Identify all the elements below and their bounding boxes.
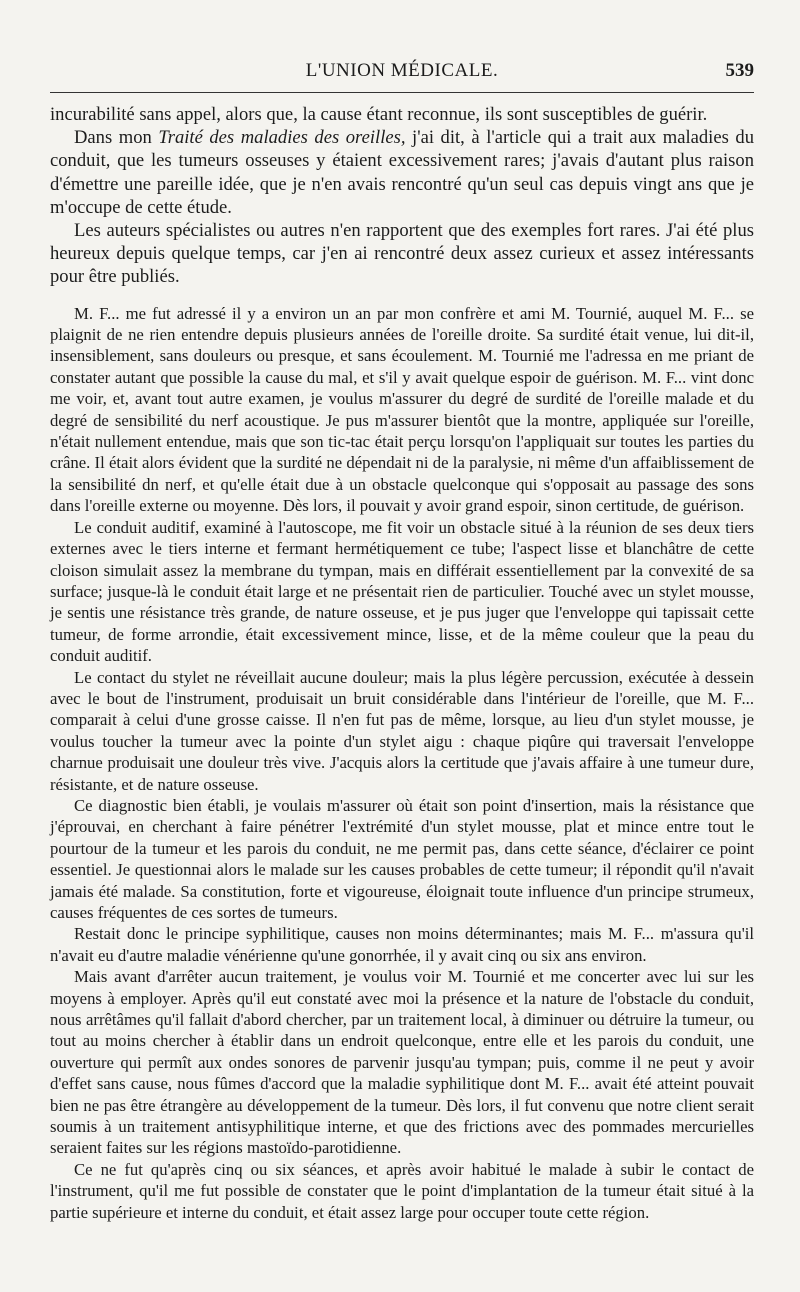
paragraph: Le conduit auditif, examiné à l'autoscope, me fit voir un obstacle situé à la réunion de ses deux tiers externes avec le tiers interne et fermant hermétiquement ce tube; l'aspect lisse et blanchâtre de cette cloison simulait assez la membrane du tympan, mais en différait essentiellement par la convexité de sa surface; jusque-là le conduit était large et ne présentait rien de particulier. Touché avec un stylet mousse, je sentis une résistance très grande, de nature osseuse, et je pus juger que l'enveloppe qui tapissait cette tumeur, de forme arrondie, était excessivement mince, lisse, et de la même couleur que la peau du conduit auditif. xyxy=(50,517,754,666)
paragraph: Restait donc le principe syphilitique, causes non moins déterminantes; mais M. F... m'assura qu'il n'avait eu d'autre maladie vénérienne qu'une gonorrhée, il y avait cinq ou six ans environ. xyxy=(50,924,754,965)
paragraph: Ce diagnostic bien établi, je voulais m'assurer où était son point d'insertion, mais la résistance que j'éprouvai, en cherchant à faire pénétrer l'extrémité d'un stylet mousse, plat et mince entre tout le pourtour de la tumeur et les parois du conduit, ne me permit pas, dans cette séance, d'éclairer ce point essentiel. Je questionnai alors le malade sur les causes probables de cette tumeur; il répondit qu'il n'avait jamais été malade. Sa constitution, forte et vigoureuse, éloignait toute influence d'un principe strumeux, causes fréquentes de ces sortes de tumeurs. xyxy=(50,795,754,922)
intro-section xyxy=(50,103,754,289)
paragraph-text: Dans mon xyxy=(74,127,159,149)
case-report xyxy=(50,303,754,1223)
paragraph: Le contact du stylet ne réveillait aucune douleur; mais la plus légère percussion, exécutée à dessein avec le bout de l'instrument, produisait un bruit considérable dans l'intérieur de l'oreille, que M. F... comparait à celui d'une grosse caisse. Il n'en fut pas de même, lorsque, au lieu d'un stylet mousse, je voulus toucher la tumeur avec la pointe d'un stylet aigu : chaque piqûre qui traversait l'enveloppe charnue produisait une douleur très vive. J'acquis alors la certitude que j'avais affaire à une tumeur dure, résistante, et de nature osseuse. xyxy=(50,667,754,794)
book-title: Traité des maladies des oreilles, xyxy=(158,127,406,149)
paragraph: M. F... me fut adressé il y a environ un an par mon confrère et ami M. Tournié, auquel M. F... se plaignit de ne rien entendre depuis plusieurs années de l'oreille droite. Sa surdité était venue, lui dit-il, insensiblement, sans douleurs ou presque, et sans écoulement. M. Tournié me l'adressa en me priant de constater autant que possible la cause du mal, et s'il y avait quelque espoir de guérison. M. F... vint donc me voir, et, avant tout autre examen, je voulus m'assurer du degré de surdité de l'oreille malade et du degré de sensibilité du nerf acoustique. Je pus m'assurer bientôt que la montre, appliquée sur l'oreille, n'était nullement entendue, mais que son tic-tac était perçu lorsqu'on l'appliquait sur toutes les parties du crâne. Il était alors évident que la surdité ne dépendait ni de la paralysie, ni même d'un affaiblissement de la sensibilité dn nerf, et qu'elle était due à un obstacle quelconque qui s'opposait au passage des sons dans l'oreille externe ou moyenne. Dès lors, il pouvait y avoir grand espoir, sinon certitude, de guérison. xyxy=(50,303,754,516)
paragraph-text: j'ai dit, à l'article qui a trait aux maladies du conduit, que les tumeurs osseuses y étaient excessivement rares; j'avais d'autant plus raison d'émettre une pareille idée, que je n'en avais rencontré qu'un seul cas depuis vingt ans que je m'occupe de cette étude. xyxy=(50,127,754,218)
running-title: L'UNION MÉDICALE. xyxy=(305,60,499,81)
paragraph: Mais avant d'arrêter aucun traitement, je voulus voir M. Tournié et me concerter avec lui sur les moyens à employer. Après qu'il eut constaté avec moi la présence et la nature de l'obstacle du conduit, nous arrêtâmes qu'il fallait d'abord chercher, par un traitement local, à diminuer ou détruire la tumeur, ou tout au moins chercher à établir dans un endroit quelconque, entre elle et les parois du conduit, une ouverture qui permît aux ondes sonores de parvenir jusqu'au tympan; puis, comme il ne peut y avoir d'effet sans cause, nous fûmes d'accord que la maladie syphilitique dont M. F... avait été atteint pouvait bien ne pas être étrangère au développement de la tumeur. Dès lors, il fut convenu que notre client serait soumis à un traitement antisyphilitique interne, et que des frictions avec des pommades mercurielles seraient faites sur les régions mastoïdo-parotidienne. xyxy=(50,967,754,1158)
paragraph: Les auteurs spécialistes ou autres n'en rapportent que des exemples fort rares. J'ai été plus heureux depuis quelque temps, car j'en ai rencontré deux assez curieux et assez intéressants pour être publiés. xyxy=(50,220,754,288)
paragraph: incurabilité sans appel, alors que, la cause étant reconnue, ils sont susceptibles de guérir. xyxy=(50,104,708,125)
page-header xyxy=(50,58,754,93)
paragraph: Ce ne fut qu'après cinq ou six séances, et après avoir habitué le malade à subir le contact de l'instrument, qu'il me fut possible de constater que le point d'implantation de la tumeur était situé à la partie supérieure et interne du conduit, et était assez large pour occuper toute cette région. xyxy=(50,1159,754,1222)
page-number: 539 xyxy=(725,60,754,81)
paragraph xyxy=(50,126,754,219)
